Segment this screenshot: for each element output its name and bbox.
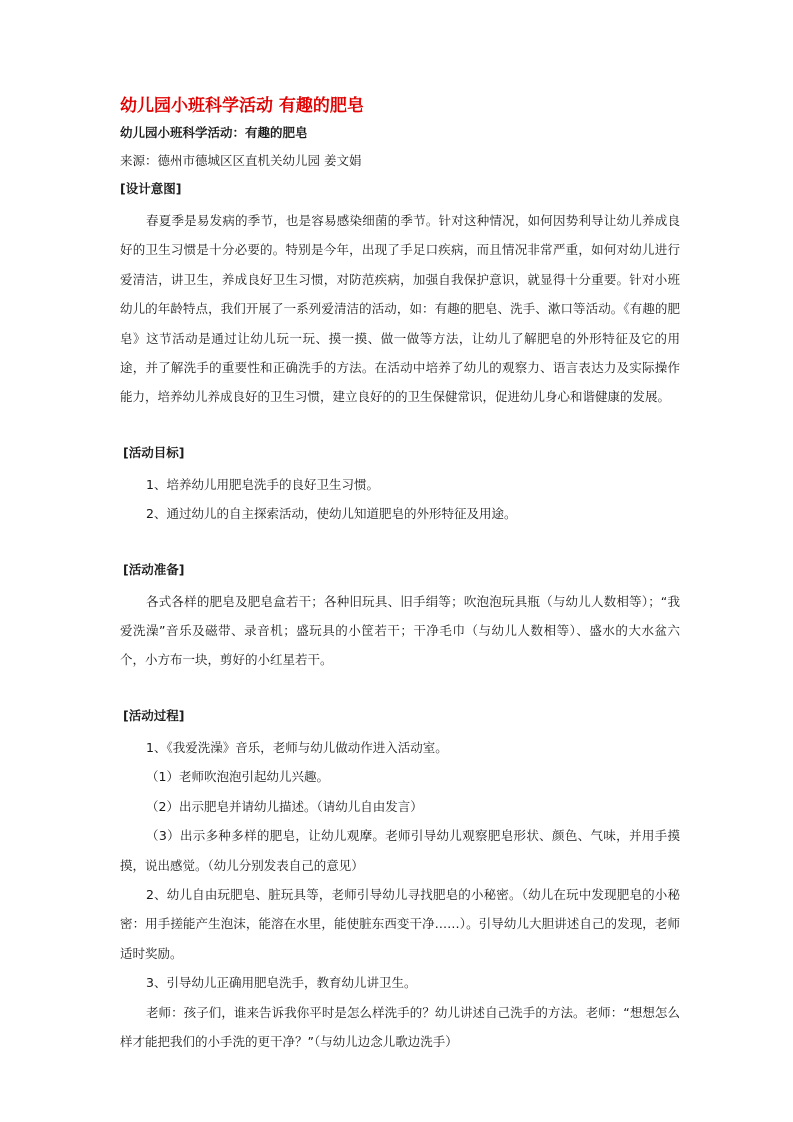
goal-item: 1、培养幼儿用肥皂洗手的良好卫生习惯。 (146, 476, 379, 492)
design-intent-heading: [设计意图] (120, 181, 182, 196)
process-dialogue: 老师：孩子们，谁来告诉我你平时是怎么样洗手的？幼儿讲述自己洗手的方法。老师：“想想怎么样才能把我们的小手洗的更干净？”（与幼儿边念儿歌边洗手） (120, 1004, 680, 1049)
page-subtitle: 幼儿园小班科学活动：有趣的肥皂 (120, 125, 308, 140)
process-substep: （2）出示肥皂并请幼儿描述。（请幼儿自由发言） (146, 798, 423, 814)
process-substep: （3）出示多种多样的肥皂，让幼儿观摩。老师引导幼儿观察肥皂形状、颜色、气味，并用手摸摸，说出感觉。（幼儿分别发表自己的意见） (120, 828, 680, 873)
preparation-paragraph: 各式各样的肥皂及肥皂盒若干；各种旧玩具、旧手绢等；吹泡泡玩具瓶（与幼儿人数相等）；“我爱洗澡”音乐及磁带、录音机；盛玩具的小筐若干；干净毛巾（与幼儿人数相等）、盛水的大水盆六个，小方布一块，剪好的小红星若干。 (120, 593, 680, 668)
document-content (120, 94, 680, 1056)
goal-item: 2、通过幼儿的自主探索活动，使幼儿知道肥皂的外形特征及用途。 (146, 506, 517, 522)
page-title: 幼儿园小班科学活动 有趣的肥皂 (120, 96, 364, 116)
goals-heading: [活动目标] (123, 444, 185, 460)
process-heading: [活动过程] (123, 707, 185, 723)
process-step: 3、引导幼儿正确用肥皂洗手，教育幼儿讲卫生。 (146, 975, 417, 991)
process-step: 2、幼儿自由玩肥皂、脏玩具等，老师引导幼儿寻找肥皂的小秘密。（幼儿在玩中发现肥皂的小秘密：用手搓能产生泡沫，能溶在水里，能使脏东西变干净……）。引导幼儿大胆讲述自己的发现，老师适时奖励。 (120, 886, 680, 961)
preparation-heading: [活动准备] (123, 561, 185, 577)
source-line: 来源：德州市德城区区直机关幼儿园 姜文娟 (120, 153, 362, 168)
design-intent-paragraph: 春夏季是易发病的季节，也是容易感染细菌的季节。针对这种情况，如何因势利导让幼儿养成良好的卫生习惯是十分必要的。特别是今年，出现了手足口疾病，而且情况非常严重，如何对幼儿进行爱清洁，讲卫生，养成良好卫生习惯，对防范疾病，加强自我保护意识，就显得十分重要。针对小班幼儿的年龄特点，我们开展了一系列爱清洁的活动，如：有趣的肥皂、洗手、漱口等活动。《有趣的肥皂》这节活动是通过让幼儿玩一玩、摸一摸、做一做等方法，让幼儿了解肥皂的外形特征及它的用途，并了解洗手的重要性和正确洗手的方法。在活动中培养了幼儿的观察力、语言表达力及实际操作能力，培养幼儿养成良好的卫生习惯，建立良好的的卫生保健常识，促进幼儿身心和谐健康的发展。 (120, 213, 680, 405)
process-substep: （1）老师吹泡泡引起幼儿兴趣。 (146, 769, 329, 785)
process-step: 1、《我爱洗澡》音乐，老师与幼儿做动作进入活动室。 (146, 739, 448, 755)
